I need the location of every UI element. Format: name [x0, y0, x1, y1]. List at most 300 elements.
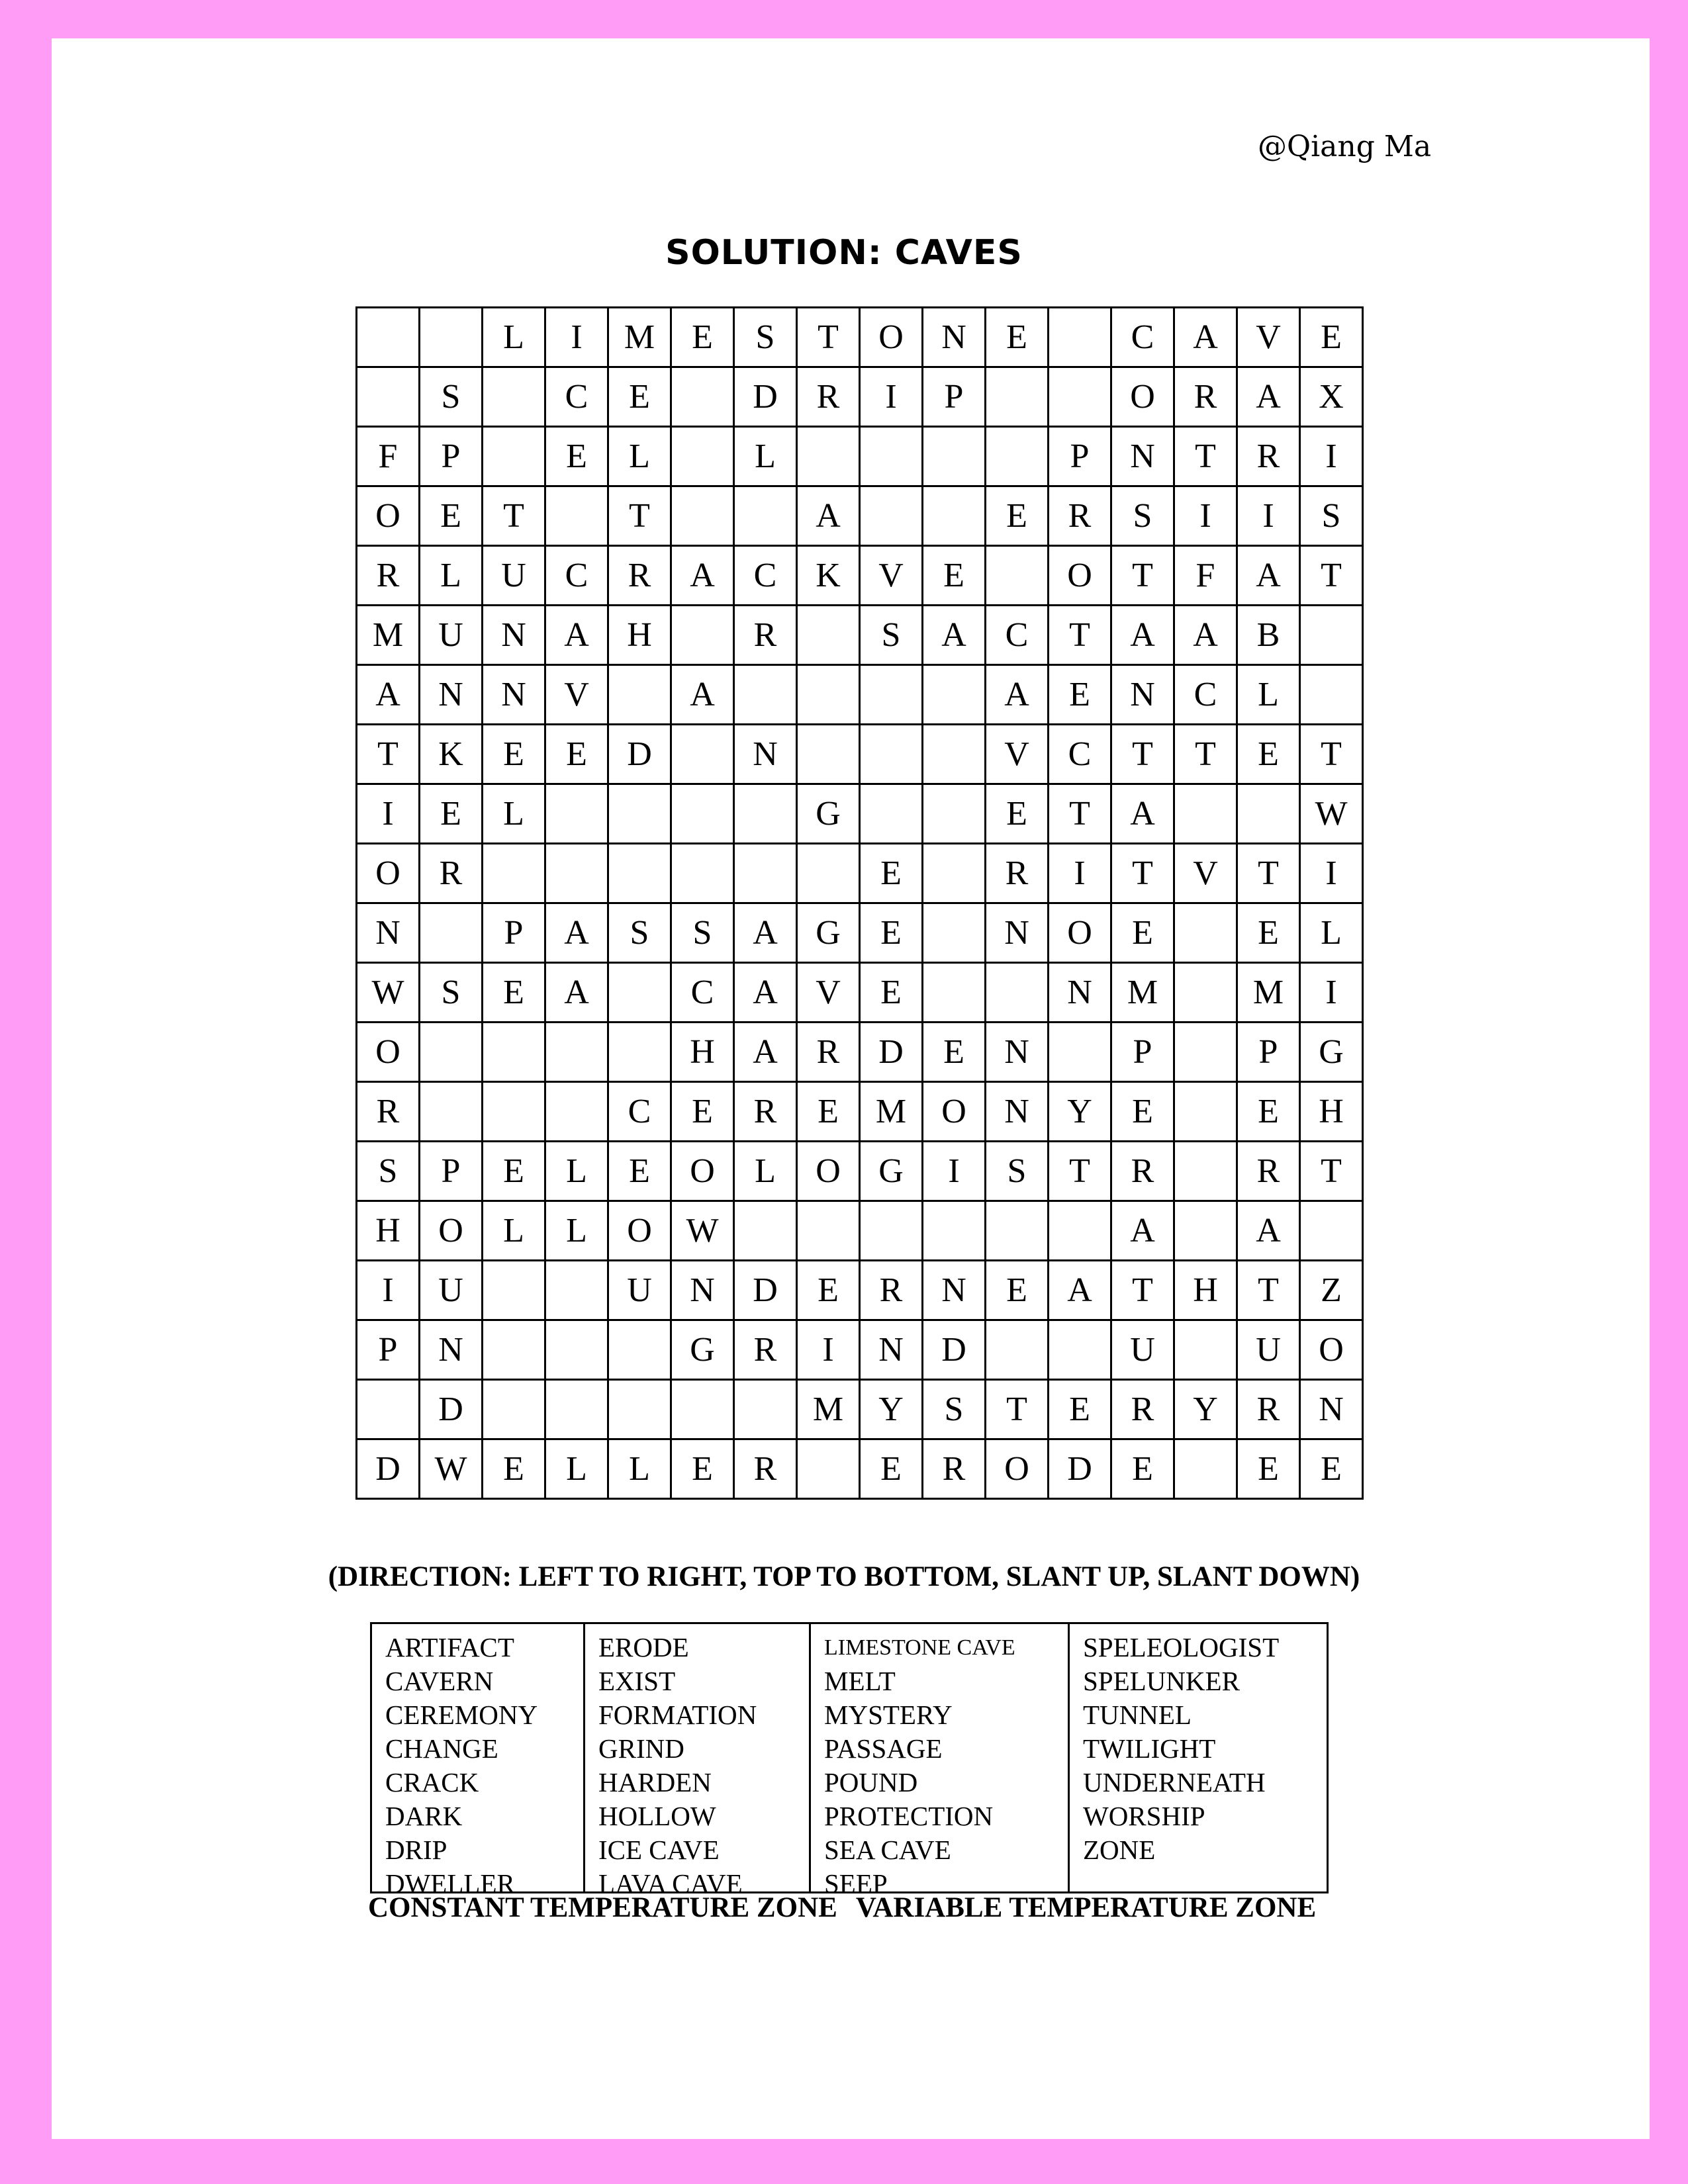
grid-cell: D	[734, 367, 797, 427]
grid-cell	[797, 665, 860, 725]
grid-row	[357, 1142, 1363, 1201]
grid-cell: E	[1111, 1082, 1174, 1142]
word-bank-item: ICE CAVE	[598, 1835, 720, 1865]
grid-cell: E	[860, 844, 923, 903]
grid-cell	[483, 1023, 545, 1082]
grid-cell: X	[1300, 367, 1363, 427]
grid-cell: E	[545, 427, 608, 486]
grid-cell: S	[1111, 486, 1174, 546]
grid-cell	[923, 844, 986, 903]
grid-cell: U	[608, 1261, 671, 1320]
grid-cell	[860, 665, 923, 725]
grid-cell	[545, 1380, 608, 1439]
grid-cell: N	[357, 903, 420, 963]
grid-cell: V	[860, 546, 923, 606]
grid-cell: P	[483, 903, 545, 963]
grid-cell: S	[420, 367, 483, 427]
word-bank-item: CEREMONY	[385, 1700, 538, 1730]
word-bank-item: SPELEOLOGIST	[1083, 1632, 1280, 1662]
grid-cell: Y	[1174, 1380, 1237, 1439]
grid-cell	[860, 427, 923, 486]
grid-cell: E	[1237, 1082, 1300, 1142]
grid-cell: E	[797, 1082, 860, 1142]
grid-cell	[797, 844, 860, 903]
grid-cell	[860, 1201, 923, 1261]
grid-cell: K	[797, 546, 860, 606]
grid-cell: T	[1174, 427, 1237, 486]
grid-cell: D	[860, 1023, 923, 1082]
author-credit: @Qiang Ma	[1258, 130, 1432, 163]
grid-cell	[671, 606, 734, 665]
grid-cell	[483, 1261, 545, 1320]
word-bank-item: DRIP	[385, 1835, 447, 1865]
grid-cell	[671, 725, 734, 784]
grid-cell: E	[608, 1142, 671, 1201]
grid-cell: U	[420, 1261, 483, 1320]
grid-cell: L	[1237, 665, 1300, 725]
grid-cell: S	[420, 963, 483, 1023]
grid-cell: K	[420, 725, 483, 784]
grid-cell: E	[923, 546, 986, 606]
grid-cell	[1049, 1320, 1111, 1380]
grid-cell	[986, 1201, 1049, 1261]
grid-cell: N	[986, 903, 1049, 963]
grid-cell	[357, 308, 420, 367]
grid-row	[357, 665, 1363, 725]
word-bank-item: MELT	[824, 1666, 896, 1696]
grid-cell	[483, 367, 545, 427]
grid-cell	[860, 784, 923, 844]
word-bank-item: LIMESTONE CAVE	[824, 1635, 1015, 1660]
grid-row	[357, 1380, 1363, 1439]
grid-cell: O	[608, 1201, 671, 1261]
grid-cell: S	[357, 1142, 420, 1201]
grid-cell	[420, 308, 483, 367]
grid-cell: O	[1300, 1320, 1363, 1380]
grid-cell: I	[1237, 486, 1300, 546]
grid-cell: E	[483, 1142, 545, 1201]
grid-cell: R	[923, 1439, 986, 1499]
grid-cell: M	[797, 1380, 860, 1439]
grid-cell: C	[1111, 308, 1174, 367]
grid-cell: I	[545, 308, 608, 367]
grid-cell: C	[671, 963, 734, 1023]
grid-cell	[608, 784, 671, 844]
grid-row	[357, 1082, 1363, 1142]
grid-cell: O	[797, 1142, 860, 1201]
word-bank-item: SPELUNKER	[1083, 1666, 1240, 1696]
grid-cell: A	[797, 486, 860, 546]
grid-cell: N	[483, 665, 545, 725]
grid-cell: A	[545, 903, 608, 963]
grid-cell: A	[1237, 367, 1300, 427]
grid-cell: D	[420, 1380, 483, 1439]
grid-cell	[797, 725, 860, 784]
word-bank-item: TWILIGHT	[1083, 1733, 1216, 1764]
grid-cell: B	[1237, 606, 1300, 665]
grid-cell	[797, 427, 860, 486]
grid-cell	[860, 725, 923, 784]
grid-cell: E	[923, 1023, 986, 1082]
grid-cell	[1174, 1082, 1237, 1142]
word-bank-item: WORSHIP	[1083, 1801, 1205, 1831]
grid-row	[357, 1201, 1363, 1261]
word-bank-column	[583, 1624, 809, 1899]
grid-cell: N	[420, 1320, 483, 1380]
grid-cell: O	[1049, 546, 1111, 606]
grid-cell: A	[545, 606, 608, 665]
word-bank-item: CRACK	[385, 1767, 479, 1797]
word-bank-item: MYSTERY	[824, 1700, 953, 1730]
word-bank-item: HOLLOW	[598, 1801, 716, 1831]
grid-cell	[608, 665, 671, 725]
grid-cell	[483, 1320, 545, 1380]
grid-cell: W	[1300, 784, 1363, 844]
grid-cell: E	[1237, 725, 1300, 784]
grid-cell: E	[420, 486, 483, 546]
grid-cell: T	[1174, 725, 1237, 784]
grid-cell	[545, 1082, 608, 1142]
word-bank-column	[1068, 1624, 1327, 1891]
grid-cell: R	[1174, 367, 1237, 427]
grid-cell	[923, 903, 986, 963]
grid-cell: E	[986, 784, 1049, 844]
grid-cell: R	[797, 1023, 860, 1082]
grid-cell: E	[986, 1261, 1049, 1320]
grid-cell	[357, 367, 420, 427]
direction-note: (DIRECTION: LEFT TO RIGHT, TOP TO BOTTOM, SLANT UP, SLANT DOWN)	[328, 1561, 1360, 1592]
grid-cell	[545, 1320, 608, 1380]
grid-cell: I	[357, 1261, 420, 1320]
grid-cell: S	[860, 606, 923, 665]
grid-cell: A	[357, 665, 420, 725]
grid-cell: A	[1111, 1201, 1174, 1261]
grid-cell: E	[483, 963, 545, 1023]
grid-cell: C	[1049, 725, 1111, 784]
grid-cell: R	[1111, 1380, 1174, 1439]
grid-cell: O	[986, 1439, 1049, 1499]
grid-cell: Y	[1049, 1082, 1111, 1142]
grid-cell: N	[671, 1261, 734, 1320]
grid-cell: I	[1174, 486, 1237, 546]
grid-cell	[671, 844, 734, 903]
grid-cell	[420, 1023, 483, 1082]
grid-cell: T	[1111, 844, 1174, 903]
grid-cell: P	[420, 427, 483, 486]
word-bank-item: LAVA CAVE	[598, 1868, 743, 1899]
grid-cell: I	[860, 367, 923, 427]
word-bank	[370, 1622, 1329, 1899]
grid-cell: E	[986, 486, 1049, 546]
grid-cell	[1300, 665, 1363, 725]
grid-cell: S	[608, 903, 671, 963]
grid-cell: L	[483, 1201, 545, 1261]
grid-row	[357, 1261, 1363, 1320]
grid-cell: E	[671, 308, 734, 367]
grid-cell	[420, 903, 483, 963]
grid-cell	[797, 606, 860, 665]
grid-cell: A	[1111, 784, 1174, 844]
grid-cell: Z	[1300, 1261, 1363, 1320]
grid-cell: E	[860, 903, 923, 963]
grid-cell: N	[923, 1261, 986, 1320]
grid-cell	[608, 1320, 671, 1380]
grid-cell: N	[923, 308, 986, 367]
grid-cell: A	[734, 1023, 797, 1082]
grid-cell: S	[671, 903, 734, 963]
grid-cell: O	[357, 486, 420, 546]
grid-row	[357, 308, 1363, 367]
grid-cell	[545, 486, 608, 546]
grid-cell: W	[357, 963, 420, 1023]
grid-cell: E	[608, 367, 671, 427]
grid-cell	[545, 844, 608, 903]
grid-cell: G	[797, 903, 860, 963]
grid-cell: R	[797, 367, 860, 427]
grid-cell	[545, 784, 608, 844]
grid-cell: P	[1049, 427, 1111, 486]
grid-cell: G	[671, 1320, 734, 1380]
grid-row	[357, 844, 1363, 903]
word-bank-item: UNDERNEATH	[1083, 1767, 1266, 1797]
grid-cell	[1049, 308, 1111, 367]
grid-cell: P	[1237, 1023, 1300, 1082]
grid-cell: A	[545, 963, 608, 1023]
grid-cell: A	[1237, 1201, 1300, 1261]
grid-cell: L	[545, 1439, 608, 1499]
grid-cell	[1049, 1201, 1111, 1261]
grid-cell: A	[923, 606, 986, 665]
grid-cell: W	[420, 1439, 483, 1499]
grid-cell: N	[1049, 963, 1111, 1023]
grid-cell: P	[357, 1320, 420, 1380]
grid-cell: H	[1174, 1261, 1237, 1320]
grid-cell	[734, 665, 797, 725]
grid-cell: N	[986, 1082, 1049, 1142]
grid-cell	[1174, 1023, 1237, 1082]
grid-cell: M	[357, 606, 420, 665]
word-bank-item: DARK	[385, 1801, 463, 1831]
grid-cell	[734, 486, 797, 546]
grid-cell	[734, 1201, 797, 1261]
grid-cell: T	[357, 725, 420, 784]
grid-cell: D	[357, 1439, 420, 1499]
grid-cell: R	[1049, 486, 1111, 546]
grid-cell: R	[986, 844, 1049, 903]
grid-cell: T	[1300, 1142, 1363, 1201]
grid-cell: W	[671, 1201, 734, 1261]
grid-cell	[1049, 367, 1111, 427]
grid-cell: E	[1049, 1380, 1111, 1439]
grid-cell: R	[1237, 1380, 1300, 1439]
grid-cell	[1174, 1320, 1237, 1380]
grid-cell: L	[545, 1142, 608, 1201]
grid-cell	[923, 665, 986, 725]
grid-cell: A	[734, 903, 797, 963]
grid-cell: T	[1049, 1142, 1111, 1201]
grid-cell	[1174, 903, 1237, 963]
grid-cell: H	[608, 606, 671, 665]
grid-cell	[734, 844, 797, 903]
grid-cell: D	[923, 1320, 986, 1380]
word-bank-item: TUNNEL	[1083, 1700, 1192, 1730]
grid-row	[357, 367, 1363, 427]
grid-cell: T	[986, 1380, 1049, 1439]
grid-cell	[608, 844, 671, 903]
grid-cell: O	[420, 1201, 483, 1261]
grid-cell: H	[671, 1023, 734, 1082]
grid-cell: V	[545, 665, 608, 725]
grid-cell	[1174, 1142, 1237, 1201]
grid-cell: U	[483, 546, 545, 606]
grid-cell	[483, 1380, 545, 1439]
grid-cell: D	[608, 725, 671, 784]
grid-cell: V	[986, 725, 1049, 784]
grid-cell	[608, 1023, 671, 1082]
grid-row	[357, 963, 1363, 1023]
word-search-grid	[355, 306, 1364, 1500]
word-bank-item: EXIST	[598, 1666, 676, 1696]
grid-cell	[1049, 1023, 1111, 1082]
grid-cell	[1237, 784, 1300, 844]
grid-cell	[483, 844, 545, 903]
grid-cell: F	[357, 427, 420, 486]
grid-cell	[671, 486, 734, 546]
grid-cell: T	[1300, 546, 1363, 606]
grid-cell: L	[734, 427, 797, 486]
grid-cell: N	[986, 1023, 1049, 1082]
grid-cell: E	[1111, 903, 1174, 963]
grid-cell: M	[860, 1082, 923, 1142]
grid-cell	[986, 546, 1049, 606]
grid-cell: R	[1111, 1142, 1174, 1201]
grid-cell: L	[734, 1142, 797, 1201]
grid-cell: C	[545, 367, 608, 427]
grid-cell: O	[1049, 903, 1111, 963]
grid-cell: O	[1111, 367, 1174, 427]
grid-row	[357, 1320, 1363, 1380]
grid-cell: P	[923, 367, 986, 427]
grid-cell: E	[1300, 1439, 1363, 1499]
grid-cell: R	[420, 844, 483, 903]
grid-cell: A	[1174, 606, 1237, 665]
grid-cell	[1174, 1201, 1237, 1261]
grid-cell: O	[357, 1023, 420, 1082]
grid-cell: G	[797, 784, 860, 844]
grid-cell: E	[545, 725, 608, 784]
grid-cell: V	[1237, 308, 1300, 367]
grid-cell: E	[671, 1439, 734, 1499]
grid-cell: L	[608, 1439, 671, 1499]
grid-cell	[734, 1380, 797, 1439]
grid-cell	[1174, 784, 1237, 844]
grid-cell: T	[1237, 844, 1300, 903]
grid-cell: G	[1300, 1023, 1363, 1082]
grid-cell: T	[1111, 1261, 1174, 1320]
grid-row	[357, 903, 1363, 963]
grid-cell: T	[1049, 606, 1111, 665]
grid-row	[357, 546, 1363, 606]
grid-cell: L	[483, 308, 545, 367]
word-bank-item: GRIND	[598, 1733, 684, 1764]
grid-cell: A	[1049, 1261, 1111, 1320]
grid-cell: M	[1111, 963, 1174, 1023]
grid-cell: E	[1111, 1439, 1174, 1499]
grid-cell: T	[608, 486, 671, 546]
grid-cell: C	[1174, 665, 1237, 725]
grid-cell	[734, 784, 797, 844]
grid-cell: C	[734, 546, 797, 606]
grid-cell: I	[357, 784, 420, 844]
word-bank-item: POUND	[824, 1767, 918, 1797]
grid-cell: T	[1049, 784, 1111, 844]
word-bank-item: CHANGE	[385, 1733, 498, 1764]
grid-cell: A	[986, 665, 1049, 725]
grid-cell: S	[923, 1380, 986, 1439]
grid-cell: A	[671, 665, 734, 725]
grid-cell: C	[608, 1082, 671, 1142]
grid-cell	[923, 427, 986, 486]
grid-cell	[671, 367, 734, 427]
grid-cell	[608, 963, 671, 1023]
grid-cell	[545, 1023, 608, 1082]
word-bank-item: HARDEN	[598, 1767, 712, 1797]
grid-cell: E	[1049, 665, 1111, 725]
grid-cell: R	[357, 1082, 420, 1142]
grid-cell: N	[734, 725, 797, 784]
grid-cell: M	[1237, 963, 1300, 1023]
grid-cell: R	[860, 1261, 923, 1320]
grid-cell: I	[1300, 963, 1363, 1023]
grid-cell: C	[986, 606, 1049, 665]
extra-word: CONSTANT TEMPERATURE ZONE	[368, 1892, 837, 1923]
grid-cell: S	[734, 308, 797, 367]
grid-cell: D	[734, 1261, 797, 1320]
grid-row	[357, 784, 1363, 844]
grid-cell: E	[860, 1439, 923, 1499]
grid-cell	[608, 1380, 671, 1439]
grid-cell: I	[1049, 844, 1111, 903]
word-bank-item: ZONE	[1083, 1835, 1156, 1865]
grid-cell: L	[545, 1201, 608, 1261]
grid-cell: A	[1174, 308, 1237, 367]
grid-cell: I	[1300, 844, 1363, 903]
grid-cell: U	[420, 606, 483, 665]
grid-cell: M	[608, 308, 671, 367]
grid-cell	[923, 784, 986, 844]
grid-cell: A	[1111, 606, 1174, 665]
grid-cell	[986, 367, 1049, 427]
grid-cell: E	[483, 725, 545, 784]
page-title: SOLUTION: CAVES	[665, 233, 1023, 273]
grid-cell: E	[986, 308, 1049, 367]
grid-cell: V	[797, 963, 860, 1023]
grid-cell: I	[1300, 427, 1363, 486]
grid-cell: E	[1300, 308, 1363, 367]
grid-cell	[483, 1082, 545, 1142]
word-bank-item: FORMATION	[598, 1700, 757, 1730]
grid-cell	[986, 427, 1049, 486]
extra-word: VARIABLE TEMPERATURE ZONE	[855, 1892, 1317, 1923]
word-bank-item: CAVERN	[385, 1666, 494, 1696]
grid-cell: O	[923, 1082, 986, 1142]
grid-cell	[357, 1380, 420, 1439]
grid-cell	[1174, 1439, 1237, 1499]
grid-cell: N	[1111, 665, 1174, 725]
grid-cell: E	[860, 963, 923, 1023]
grid-cell: H	[1300, 1082, 1363, 1142]
grid-cell: R	[734, 1082, 797, 1142]
